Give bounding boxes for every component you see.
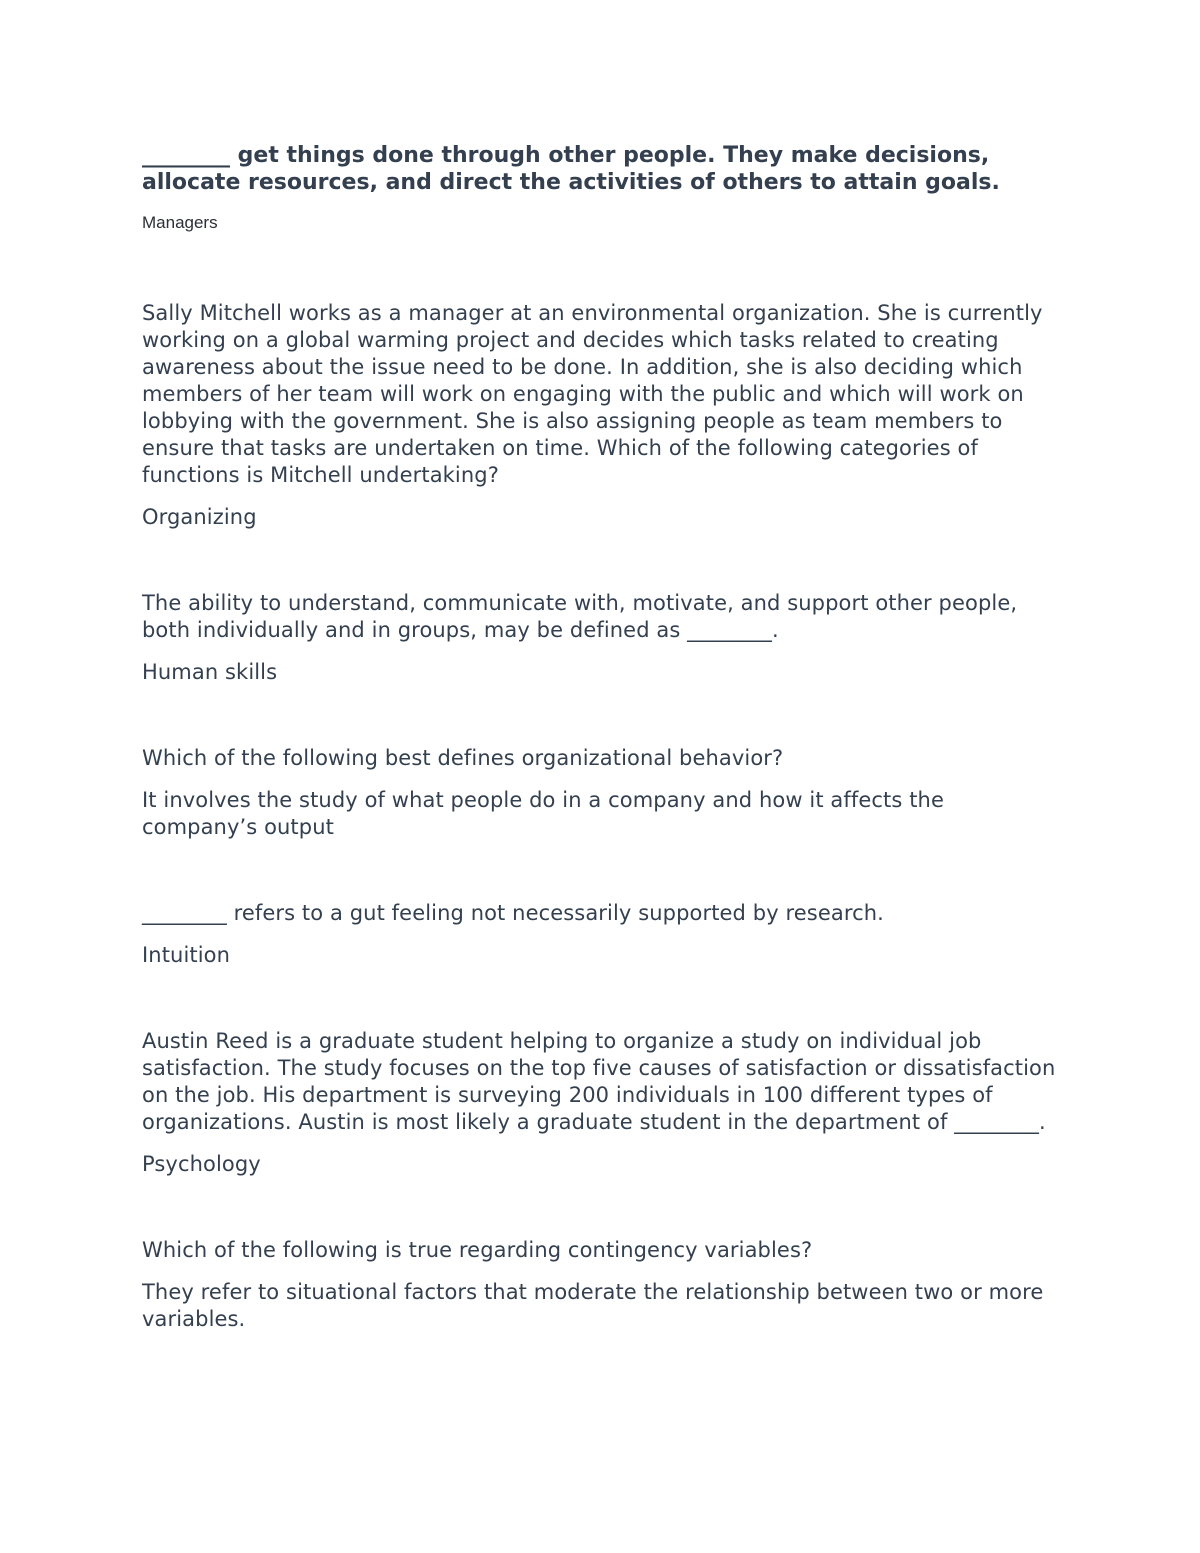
answer-text: Organizing — [142, 505, 257, 529]
answer-text: They refer to situational factors that moderate the relationship between two or more variables. — [142, 1280, 1044, 1331]
question-text: Austin Reed is a graduate student helping to organize a study on individual job satisfaction. The study focuses on the top five causes of satisfaction or dissatisfaction on the job. His department is surveying 200 individuals in 100 different types of organizations. Austin is most likely a graduate student in the department of ________. — [142, 1029, 1063, 1134]
question-text: Which of the following is true regarding contingency variables? — [142, 1238, 813, 1262]
qa-block — [142, 590, 1062, 686]
answer-text: Psychology — [142, 1152, 261, 1176]
qa-block — [142, 300, 1062, 531]
qa-block — [142, 900, 1062, 969]
question-text: ________ get things done through other people. They make decisions, allocate resources, and direct the activities of others to attain goals. — [142, 143, 1000, 195]
document-body — [142, 142, 1062, 1333]
question-text: ________ refers to a gut feeling not necessarily supported by research. — [142, 901, 884, 925]
answer-text: Human skills — [142, 660, 278, 684]
qa-block — [142, 1028, 1062, 1178]
answer-text: It involves the study of what people do in a company and how it affects the company’s output — [142, 788, 944, 839]
answer-text: Managers — [142, 213, 218, 232]
question-text: Sally Mitchell works as a manager at an environmental organization. She is currently working on a global warming project and decides which tasks related to creating awareness about the issue need to be done. In addition, she is also deciding which members of her team will work on engaging with the public and which will work on lobbying with the government. She is also assigning people as team members to ensure that tasks are undertaken on time. Which of the following categories of functions is Mitchell undertaking? — [142, 301, 1050, 487]
question-text: The ability to understand, communicate with, motivate, and support other people, both individually and in groups, may be defined as ________. — [142, 591, 1024, 642]
qa-block — [142, 1237, 1062, 1333]
qa-block — [142, 142, 1062, 234]
answer-text: Intuition — [142, 943, 231, 967]
qa-block — [142, 745, 1062, 841]
question-text: Which of the following best defines organizational behavior? — [142, 746, 784, 770]
